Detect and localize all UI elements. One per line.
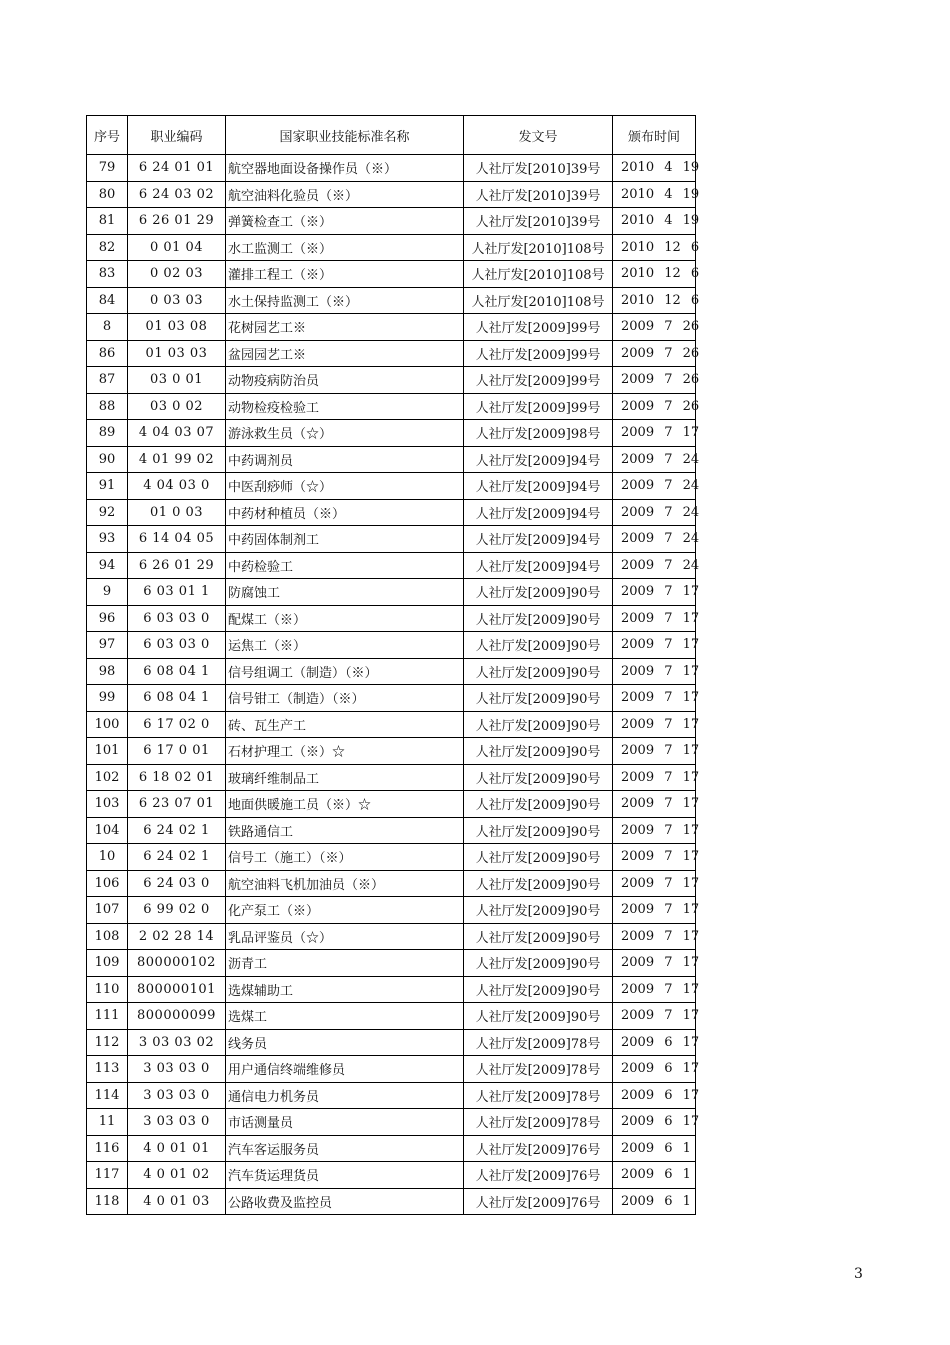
table-row xyxy=(87,976,696,1003)
standard-name: 汽车客运服务员 xyxy=(226,1135,464,1162)
table-row xyxy=(87,526,696,553)
issue-date: 2009 7 26 xyxy=(613,340,696,367)
row-number: 9 xyxy=(87,579,128,606)
issue-date: 2009 7 17 xyxy=(613,844,696,871)
row-number: 84 xyxy=(87,287,128,314)
document-number: 人社厅发[2009]90号 xyxy=(464,950,613,977)
row-number: 81 xyxy=(87,208,128,235)
document-number: 人社厅发[2009]90号 xyxy=(464,976,613,1003)
row-number: 11 xyxy=(87,1109,128,1136)
issue-date: 2010 4 19 xyxy=(613,208,696,235)
document-number: 人社厅发[2009]94号 xyxy=(464,473,613,500)
document-number: 人社厅发[2009]90号 xyxy=(464,711,613,738)
table-row xyxy=(87,261,696,288)
document-number: 人社厅发[2009]90号 xyxy=(464,844,613,871)
standard-name: 选煤辅助工 xyxy=(226,976,464,1003)
occupation-code: 6 24 02 1 xyxy=(128,844,226,871)
issue-date: 2009 6 17 xyxy=(613,1056,696,1083)
document-number: 人社厅发[2009]90号 xyxy=(464,1003,613,1030)
table-row xyxy=(87,923,696,950)
issue-date: 2009 7 17 xyxy=(613,923,696,950)
table-row xyxy=(87,1162,696,1189)
occupation-code: 0 03 03 xyxy=(128,287,226,314)
document-number: 人社厅发[2010]39号 xyxy=(464,208,613,235)
standard-name: 中药材种植员（※） xyxy=(226,499,464,526)
document-number: 人社厅发[2009]76号 xyxy=(464,1162,613,1189)
issue-date: 2009 6 1 xyxy=(613,1162,696,1189)
occupation-code: 2 02 28 14 xyxy=(128,923,226,950)
occupation-code: 03 0 01 xyxy=(128,367,226,394)
standard-name: 化产泵工（※） xyxy=(226,897,464,924)
document-number: 人社厅发[2009]90号 xyxy=(464,764,613,791)
occupation-code: 6 03 01 1 xyxy=(128,579,226,606)
standard-name: 用户通信终端维修员 xyxy=(226,1056,464,1083)
standard-name: 盆园园艺工※ xyxy=(226,340,464,367)
standard-name: 航空器地面设备操作员（※） xyxy=(226,155,464,182)
occupation-code: 6 23 07 01 xyxy=(128,791,226,818)
row-number: 103 xyxy=(87,791,128,818)
table-row xyxy=(87,1082,696,1109)
row-number: 92 xyxy=(87,499,128,526)
standard-name: 中医刮痧师（☆） xyxy=(226,473,464,500)
issue-date: 2010 4 19 xyxy=(613,155,696,182)
document-number: 人社厅发[2009]78号 xyxy=(464,1056,613,1083)
occupation-code: 6 26 01 29 xyxy=(128,552,226,579)
occupation-code: 3 03 03 0 xyxy=(128,1056,226,1083)
standard-name: 玻璃纤维制品工 xyxy=(226,764,464,791)
occupation-code: 4 0 01 02 xyxy=(128,1162,226,1189)
standard-name: 市话测量员 xyxy=(226,1109,464,1136)
standard-name: 中药检验工 xyxy=(226,552,464,579)
row-number: 86 xyxy=(87,340,128,367)
issue-date: 2009 7 24 xyxy=(613,473,696,500)
occupation-code: 6 24 03 0 xyxy=(128,870,226,897)
standard-name: 地面供暖施工员（※）☆ xyxy=(226,791,464,818)
table-row xyxy=(87,446,696,473)
occupation-code: 4 01 99 02 xyxy=(128,446,226,473)
document-number: 人社厅发[2009]78号 xyxy=(464,1082,613,1109)
occupation-code: 800000101 xyxy=(128,976,226,1003)
occupation-code: 4 04 03 07 xyxy=(128,420,226,447)
issue-date: 2009 6 1 xyxy=(613,1135,696,1162)
standard-name: 沥青工 xyxy=(226,950,464,977)
header-doc: 发文号 xyxy=(464,116,613,155)
table-row xyxy=(87,844,696,871)
document-number: 人社厅发[2009]90号 xyxy=(464,791,613,818)
issue-date: 2009 7 17 xyxy=(613,658,696,685)
row-number: 109 xyxy=(87,950,128,977)
occupation-code: 800000099 xyxy=(128,1003,226,1030)
row-number: 104 xyxy=(87,817,128,844)
document-number: 人社厅发[2009]90号 xyxy=(464,658,613,685)
table-row xyxy=(87,817,696,844)
row-number: 117 xyxy=(87,1162,128,1189)
occupation-code: 6 17 0 01 xyxy=(128,738,226,765)
row-number: 94 xyxy=(87,552,128,579)
standard-name: 石材护理工（※）☆ xyxy=(226,738,464,765)
occupation-code: 6 08 04 1 xyxy=(128,658,226,685)
row-number: 79 xyxy=(87,155,128,182)
table-row xyxy=(87,420,696,447)
standard-name: 防腐蚀工 xyxy=(226,579,464,606)
issue-date: 2009 7 17 xyxy=(613,817,696,844)
document-number: 人社厅发[2009]78号 xyxy=(464,1029,613,1056)
table-row xyxy=(87,473,696,500)
table-row xyxy=(87,1188,696,1215)
standard-name: 动物检疫检验工 xyxy=(226,393,464,420)
table-row xyxy=(87,870,696,897)
row-number: 107 xyxy=(87,897,128,924)
standard-name: 弹簧检查工（※） xyxy=(226,208,464,235)
table-row xyxy=(87,1056,696,1083)
issue-date: 2009 7 24 xyxy=(613,552,696,579)
row-number: 100 xyxy=(87,711,128,738)
table-row xyxy=(87,314,696,341)
occupation-code: 01 03 08 xyxy=(128,314,226,341)
header-no: 序号 xyxy=(87,116,128,155)
issue-date: 2009 7 17 xyxy=(613,764,696,791)
occupation-code: 6 24 01 01 xyxy=(128,155,226,182)
row-number: 108 xyxy=(87,923,128,950)
row-number: 88 xyxy=(87,393,128,420)
issue-date: 2009 7 26 xyxy=(613,314,696,341)
row-number: 91 xyxy=(87,473,128,500)
document-number: 人社厅发[2010]108号 xyxy=(464,287,613,314)
standard-name: 配煤工（※） xyxy=(226,605,464,632)
table-row xyxy=(87,1109,696,1136)
document-number: 人社厅发[2009]90号 xyxy=(464,923,613,950)
occupation-code: 6 17 02 0 xyxy=(128,711,226,738)
row-number: 87 xyxy=(87,367,128,394)
table-row xyxy=(87,340,696,367)
occupation-code: 0 02 03 xyxy=(128,261,226,288)
issue-date: 2009 7 26 xyxy=(613,393,696,420)
row-number: 93 xyxy=(87,526,128,553)
document-number: 人社厅发[2009]98号 xyxy=(464,420,613,447)
occupation-code: 01 0 03 xyxy=(128,499,226,526)
issue-date: 2009 6 17 xyxy=(613,1082,696,1109)
occupation-code: 6 18 02 01 xyxy=(128,764,226,791)
row-number: 110 xyxy=(87,976,128,1003)
standard-name: 中药固体制剂工 xyxy=(226,526,464,553)
document-number: 人社厅发[2009]94号 xyxy=(464,499,613,526)
table-row xyxy=(87,1003,696,1030)
table-row xyxy=(87,764,696,791)
issue-date: 2010 12 6 xyxy=(613,287,696,314)
document-number: 人社厅发[2009]99号 xyxy=(464,367,613,394)
document-number: 人社厅发[2009]78号 xyxy=(464,1109,613,1136)
table-row xyxy=(87,738,696,765)
row-number: 102 xyxy=(87,764,128,791)
header-date: 颁布时间 xyxy=(613,116,696,155)
issue-date: 2009 7 17 xyxy=(613,738,696,765)
table-row xyxy=(87,791,696,818)
table-row xyxy=(87,950,696,977)
occupation-code: 3 03 03 02 xyxy=(128,1029,226,1056)
table-row xyxy=(87,367,696,394)
table-row xyxy=(87,1029,696,1056)
table-row xyxy=(87,234,696,261)
row-number: 10 xyxy=(87,844,128,871)
standard-name: 航空油料飞机加油员（※） xyxy=(226,870,464,897)
issue-date: 2009 7 17 xyxy=(613,711,696,738)
occupation-code: 6 99 02 0 xyxy=(128,897,226,924)
table-row xyxy=(87,605,696,632)
row-number: 114 xyxy=(87,1082,128,1109)
row-number: 99 xyxy=(87,685,128,712)
occupation-code: 6 24 02 1 xyxy=(128,817,226,844)
table-row xyxy=(87,579,696,606)
standard-name: 航空油料化验员（※） xyxy=(226,181,464,208)
issue-date: 2010 12 6 xyxy=(613,261,696,288)
occupation-code: 3 03 03 0 xyxy=(128,1082,226,1109)
document-number: 人社厅发[2009]90号 xyxy=(464,632,613,659)
standard-name: 砖、瓦生产工 xyxy=(226,711,464,738)
issue-date: 2009 7 17 xyxy=(613,791,696,818)
standard-name: 信号组调工（制造）（※） xyxy=(226,658,464,685)
issue-date: 2009 7 17 xyxy=(613,579,696,606)
document-number: 人社厅发[2009]94号 xyxy=(464,526,613,553)
row-number: 97 xyxy=(87,632,128,659)
issue-date: 2009 7 17 xyxy=(613,976,696,1003)
document-number: 人社厅发[2010]39号 xyxy=(464,181,613,208)
occupation-code: 6 24 03 02 xyxy=(128,181,226,208)
table-header-row xyxy=(87,116,696,155)
row-number: 113 xyxy=(87,1056,128,1083)
standard-name: 水土保持监测工（※） xyxy=(226,287,464,314)
standard-name: 通信电力机务员 xyxy=(226,1082,464,1109)
row-number: 89 xyxy=(87,420,128,447)
issue-date: 2009 7 24 xyxy=(613,499,696,526)
occupation-code: 3 03 03 0 xyxy=(128,1109,226,1136)
document-number: 人社厅发[2009]90号 xyxy=(464,579,613,606)
row-number: 116 xyxy=(87,1135,128,1162)
occupation-code: 6 03 03 0 xyxy=(128,632,226,659)
table-row xyxy=(87,208,696,235)
occupation-code: 0 01 04 xyxy=(128,234,226,261)
row-number: 118 xyxy=(87,1188,128,1215)
page-number: 3 xyxy=(854,1266,863,1282)
standard-name: 花树园艺工※ xyxy=(226,314,464,341)
standard-name: 信号钳工（制造）（※） xyxy=(226,685,464,712)
table-row xyxy=(87,897,696,924)
row-number: 8 xyxy=(87,314,128,341)
standard-name: 信号工（施工）（※） xyxy=(226,844,464,871)
standard-name: 公路收费及监控员 xyxy=(226,1188,464,1215)
issue-date: 2010 12 6 xyxy=(613,234,696,261)
standard-name: 选煤工 xyxy=(226,1003,464,1030)
issue-date: 2009 7 17 xyxy=(613,897,696,924)
document-number: 人社厅发[2009]90号 xyxy=(464,897,613,924)
standards-table xyxy=(86,115,700,1215)
occupation-code: 01 03 03 xyxy=(128,340,226,367)
issue-date: 2009 7 17 xyxy=(613,605,696,632)
header-name: 国家职业技能标准名称 xyxy=(226,116,464,155)
occupation-code: 4 04 03 0 xyxy=(128,473,226,500)
document-number: 人社厅发[2010]108号 xyxy=(464,261,613,288)
occupation-code: 4 0 01 03 xyxy=(128,1188,226,1215)
document-number: 人社厅发[2009]90号 xyxy=(464,738,613,765)
document-number: 人社厅发[2009]76号 xyxy=(464,1135,613,1162)
issue-date: 2009 6 1 xyxy=(613,1188,696,1215)
issue-date: 2009 7 17 xyxy=(613,870,696,897)
issue-date: 2010 4 19 xyxy=(613,181,696,208)
standard-name: 灌排工程工（※） xyxy=(226,261,464,288)
document-number: 人社厅发[2009]94号 xyxy=(464,446,613,473)
issue-date: 2009 7 17 xyxy=(613,420,696,447)
row-number: 112 xyxy=(87,1029,128,1056)
row-number: 101 xyxy=(87,738,128,765)
row-number: 90 xyxy=(87,446,128,473)
standard-name: 动物疫病防治员 xyxy=(226,367,464,394)
document-number: 人社厅发[2009]94号 xyxy=(464,552,613,579)
standard-name: 乳品评鉴员（☆） xyxy=(226,923,464,950)
document-number: 人社厅发[2009]90号 xyxy=(464,817,613,844)
occupation-code: 6 03 03 0 xyxy=(128,605,226,632)
standard-name: 游泳救生员（☆） xyxy=(226,420,464,447)
row-number: 82 xyxy=(87,234,128,261)
row-number: 80 xyxy=(87,181,128,208)
document-number: 人社厅发[2010]39号 xyxy=(464,155,613,182)
table-row xyxy=(87,552,696,579)
table-row xyxy=(87,658,696,685)
issue-date: 2009 6 17 xyxy=(613,1029,696,1056)
document-number: 人社厅发[2009]90号 xyxy=(464,605,613,632)
issue-date: 2009 7 17 xyxy=(613,950,696,977)
issue-date: 2009 7 24 xyxy=(613,446,696,473)
issue-date: 2009 7 17 xyxy=(613,685,696,712)
standard-name: 中药调剂员 xyxy=(226,446,464,473)
standard-name: 线务员 xyxy=(226,1029,464,1056)
table-row xyxy=(87,685,696,712)
issue-date: 2009 7 26 xyxy=(613,367,696,394)
standard-name: 汽车货运理货员 xyxy=(226,1162,464,1189)
issue-date: 2009 7 17 xyxy=(613,1003,696,1030)
table-row xyxy=(87,1135,696,1162)
table-row xyxy=(87,499,696,526)
issue-date: 2009 7 24 xyxy=(613,526,696,553)
occupation-code: 6 08 04 1 xyxy=(128,685,226,712)
standard-name: 水工监测工（※） xyxy=(226,234,464,261)
document-number: 人社厅发[2009]99号 xyxy=(464,314,613,341)
occupation-code: 800000102 xyxy=(128,950,226,977)
row-number: 83 xyxy=(87,261,128,288)
row-number: 98 xyxy=(87,658,128,685)
table-row xyxy=(87,181,696,208)
document-number: 人社厅发[2009]90号 xyxy=(464,685,613,712)
document-number: 人社厅发[2009]90号 xyxy=(464,870,613,897)
issue-date: 2009 6 17 xyxy=(613,1109,696,1136)
occupation-code: 03 0 02 xyxy=(128,393,226,420)
table-row xyxy=(87,393,696,420)
document-number: 人社厅发[2009]76号 xyxy=(464,1188,613,1215)
row-number: 96 xyxy=(87,605,128,632)
issue-date: 2009 7 17 xyxy=(613,632,696,659)
table-row xyxy=(87,632,696,659)
occupation-code: 6 26 01 29 xyxy=(128,208,226,235)
row-number: 111 xyxy=(87,1003,128,1030)
document-number: 人社厅发[2010]108号 xyxy=(464,234,613,261)
document-number: 人社厅发[2009]99号 xyxy=(464,393,613,420)
occupation-code: 6 14 04 05 xyxy=(128,526,226,553)
occupation-code: 4 0 01 01 xyxy=(128,1135,226,1162)
table-row xyxy=(87,711,696,738)
header-code: 职业编码 xyxy=(128,116,226,155)
table-row xyxy=(87,287,696,314)
standard-name: 运焦工（※） xyxy=(226,632,464,659)
document-number: 人社厅发[2009]99号 xyxy=(464,340,613,367)
standard-name: 铁路通信工 xyxy=(226,817,464,844)
row-number: 106 xyxy=(87,870,128,897)
table-row xyxy=(87,155,696,182)
